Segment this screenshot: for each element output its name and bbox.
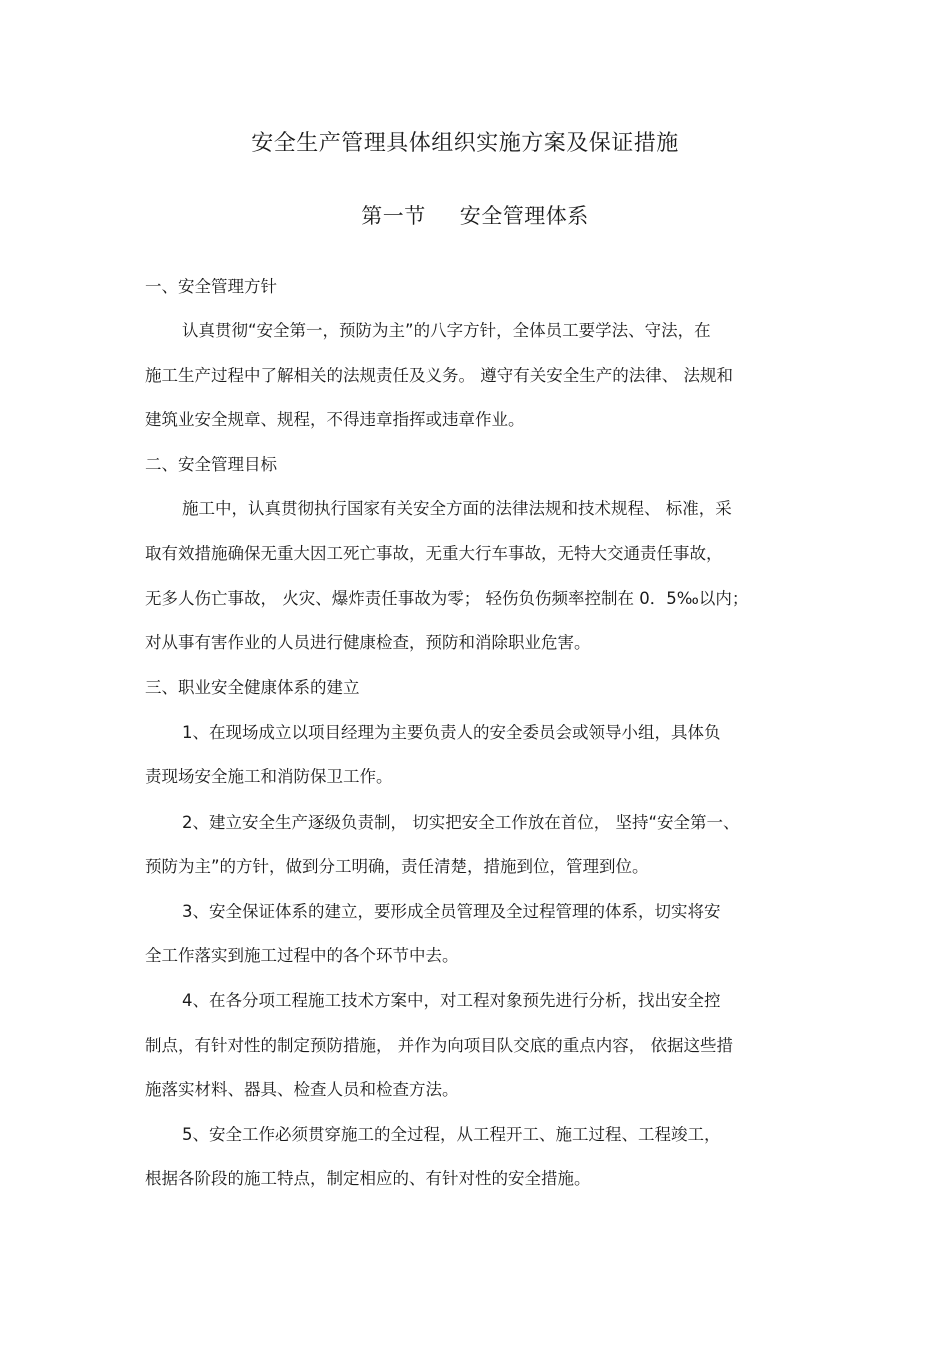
list-item-line: 4、在各分项工程施工技术方案中，对工程对象预先进行分析，找出安全控 [182, 991, 721, 1010]
document-title-text: 安全生产管理具体组织实施方案及保证措施 [251, 131, 679, 156]
heading-policy: 一、安全管理方针 [145, 277, 277, 296]
list-item-line: 预防为主”的方针，做到分工明确，责任清楚，措施到位，管理到位。 [145, 857, 649, 876]
section-heading [0, 200, 950, 230]
paragraph-line: 无多人伤亡事故， 火灾、爆炸责任事故为零； 轻伤负伤频率控制在 0．5‰以内； [145, 589, 749, 608]
paragraph-line: 建筑业安全规章、规程，不得违章指挥或违章作业。 [145, 410, 525, 429]
section-name: 安全管理体系 [459, 204, 589, 228]
paragraph-line: 施工生产过程中了解相关的法规责任及义务。 遵守有关安全生产的法律、 法规和 [145, 366, 733, 385]
paragraph-line: 对从事有害作业的人员进行健康检查，预防和消除职业危害。 [145, 633, 591, 652]
section-number: 第一节 [361, 204, 426, 228]
heading-health-system: 三、职业安全健康体系的建立 [145, 678, 360, 697]
list-item-line: 5、安全工作必须贯穿施工的全过程，从工程开工、施工过程、工程竣工， [182, 1125, 721, 1144]
list-item-line: 责现场安全施工和消防保卫工作。 [145, 767, 393, 786]
list-item-line: 施落实材料、器具、检查人员和检查方法。 [145, 1080, 459, 1099]
paragraph-line: 施工中，认真贯彻执行国家有关安全方面的法律法规和技术规程、 标准，采 [182, 499, 732, 518]
list-item-line: 根据各阶段的施工特点，制定相应的、有针对性的安全措施。 [145, 1169, 591, 1188]
heading-objectives: 二、安全管理目标 [145, 455, 277, 474]
paragraph-line: 取有效措施确保无重大因工死亡事故，无重大行车事故，无特大交通责任事故， [145, 544, 723, 563]
list-item-line: 1、在现场成立以项目经理为主要负责人的安全委员会或领导小组，具体负 [182, 723, 721, 742]
list-item-line: 2、建立安全生产逐级负责制， 切实把安全工作放在首位， 坚持“安全第一、 [182, 813, 740, 832]
list-item-line: 全工作落实到施工过程中的各个环节中去。 [145, 946, 459, 965]
paragraph-line: 认真贯彻“安全第一，预防为主”的八字方针，全体员工要学法、守法，在 [182, 321, 711, 340]
list-item-line: 3、安全保证体系的建立，要形成全员管理及全过程管理的体系，切实将安 [182, 902, 721, 921]
list-item-line: 制点，有针对性的制定预防措施， 并作为向项目队交底的重点内容， 依据这些措 [145, 1036, 733, 1055]
document-title [0, 126, 950, 157]
